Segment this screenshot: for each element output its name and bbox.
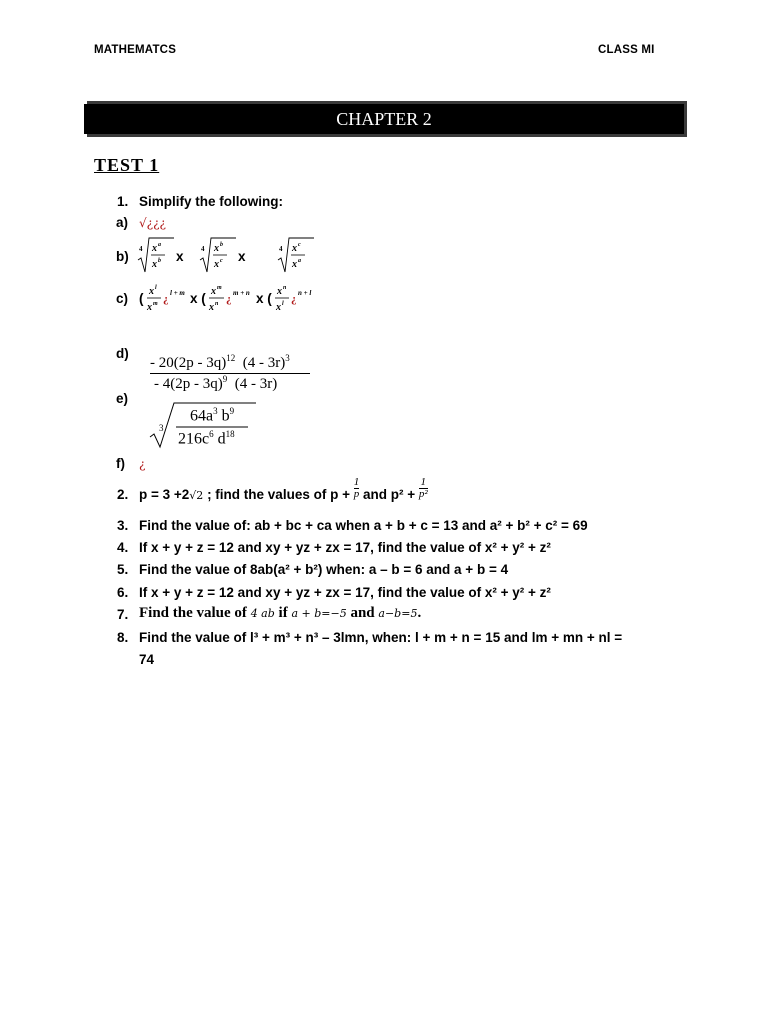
exponent: 3 — [285, 353, 290, 363]
text-part: . — [417, 605, 422, 621]
text-part: if — [274, 605, 292, 621]
exponent: 9 — [229, 406, 235, 416]
numerator-base: - 20(2p - 3q) — [150, 355, 227, 371]
text-part: ; find the values of p + — [203, 487, 354, 502]
fraction-one-over-p-squared — [419, 477, 428, 500]
question-number: 1. — [117, 194, 129, 209]
fraction-denominator: p — [353, 487, 360, 500]
svg-text:n: n — [215, 301, 219, 307]
svg-text:4: 4 — [139, 245, 143, 253]
svg-text:4: 4 — [279, 245, 283, 253]
question-text: Find the value of 8ab(a² + b²) when: a – b = 6 and a + b = 4 — [139, 562, 509, 577]
svg-text:4: 4 — [201, 245, 205, 253]
svg-text:x: x — [214, 243, 219, 254]
svg-text:¿: ¿ — [226, 293, 232, 305]
fraction-c2 — [207, 280, 257, 320]
question-text-line2: 74 — [139, 652, 155, 667]
item-label: d) — [116, 346, 129, 361]
text-part: Find the value of — [139, 605, 251, 621]
question-number: 7. — [117, 607, 129, 622]
question-number: 5. — [117, 562, 129, 577]
question-text: Simplify the following: — [139, 194, 283, 209]
header-subject: MATHEMATCS — [94, 44, 177, 56]
term: 216c — [178, 430, 210, 448]
text-part: and — [346, 605, 379, 621]
numerator-tail: (4 - 3r) — [242, 355, 286, 371]
svg-text:l: l — [282, 301, 284, 307]
radical-b2 — [198, 236, 238, 276]
svg-text:¿: ¿ — [291, 293, 297, 305]
math-expression: 4 ab — [250, 607, 275, 620]
fraction-c3 — [273, 280, 319, 320]
svg-text:b: b — [220, 242, 223, 248]
svg-text:x: x — [152, 243, 157, 254]
item-label: c) — [116, 291, 129, 306]
item-label: b) — [116, 249, 129, 264]
exponent: 6 — [209, 429, 214, 439]
question-text — [139, 475, 428, 502]
item-label: f) — [116, 456, 125, 471]
term: 64a — [190, 407, 214, 425]
fraction-numerator: 1 — [353, 475, 360, 488]
svg-text:l: l — [155, 285, 157, 291]
svg-text:a: a — [158, 242, 161, 248]
math-expression: a−b=5 — [378, 607, 418, 620]
question-number: 3. — [117, 518, 129, 533]
svg-text:c: c — [220, 258, 223, 264]
question-text-line1: Find the value of l³ + m³ + n³ – 3lmn, when: l + m + n = 15 and lm + mn + nl = — [139, 630, 623, 645]
svg-text:n: n — [283, 285, 287, 291]
svg-text:m: m — [217, 285, 222, 291]
term: d — [213, 430, 226, 448]
svg-text:x: x — [209, 302, 214, 313]
svg-text:x: x — [149, 286, 154, 297]
svg-text:l + m: l + m — [170, 289, 185, 297]
fraction-c1 — [145, 280, 191, 320]
exponent: 9 — [222, 374, 228, 384]
exponent: 18 — [225, 429, 235, 439]
svg-text:x: x — [276, 302, 281, 313]
question-number: 4. — [117, 540, 129, 555]
svg-text:x: x — [152, 259, 157, 270]
exponent: 12 — [226, 353, 236, 363]
svg-text:x: x — [292, 259, 297, 270]
question-text: If x + y + z = 12 and xy + yz + zx = 17, find the value of x² + y² + z² — [139, 540, 551, 555]
svg-text:c: c — [298, 242, 301, 248]
denominator-base: - 4(2p - 3q) — [154, 376, 223, 392]
question-text: Find the value of: ab + bc + ca when a + b + c = 13 and a² + b² + c² = 69 — [139, 518, 588, 533]
header-class: CLASS MI — [598, 44, 655, 56]
denominator-d — [150, 374, 310, 393]
numerator-d — [150, 353, 310, 374]
question-text — [139, 605, 421, 622]
svg-text:a: a — [298, 258, 301, 264]
text-part: and p² + — [359, 487, 419, 502]
times-paren: x ( — [190, 291, 206, 306]
item-expression: ¿ — [139, 457, 146, 471]
denominator-tail: (4 - 3r) — [234, 376, 278, 392]
fraction-numerator: 1 — [420, 475, 427, 488]
svg-text:x: x — [147, 302, 152, 313]
question-number: 6. — [117, 585, 129, 600]
svg-text:b: b — [158, 258, 161, 264]
fraction-denominator: p² — [418, 487, 428, 500]
svg-text:x: x — [277, 286, 282, 297]
denominator-e — [178, 429, 235, 448]
open-paren: ( — [139, 291, 144, 306]
svg-text:x: x — [214, 259, 219, 270]
times-paren: x ( — [256, 291, 272, 306]
item-label: a) — [116, 215, 129, 230]
item-expression: √¿¿¿ — [139, 216, 166, 230]
question-number: 2. — [117, 487, 129, 502]
times-sign: x — [238, 249, 246, 264]
term: b — [217, 407, 230, 425]
svg-text:n + l: n + l — [298, 289, 312, 297]
root-index: 3 — [159, 423, 164, 433]
exponent: 3 — [213, 406, 218, 416]
math-expression: a + b=−5 — [291, 607, 347, 620]
numerator-e — [190, 406, 234, 425]
svg-text:x: x — [292, 243, 297, 254]
item-label: e) — [116, 391, 129, 406]
radical-b1 — [136, 236, 176, 276]
svg-text:¿: ¿ — [163, 293, 169, 305]
radical-b3 — [276, 236, 316, 276]
svg-text:x: x — [211, 286, 216, 297]
root-two: √2 — [189, 489, 204, 502]
svg-text:m + n: m + n — [233, 289, 250, 297]
svg-text:m: m — [153, 301, 158, 307]
times-sign: x — [176, 249, 184, 264]
question-number: 8. — [117, 630, 129, 645]
test-title: TEST 1 — [94, 155, 160, 175]
text-part: p = 3 +2 — [139, 487, 190, 502]
question-text: If x + y + z = 12 and xy + yz + zx = 17, find the value of x² + y² + z² — [139, 585, 551, 600]
chapter-banner: CHAPTER 2 — [84, 104, 684, 134]
expression-d — [150, 353, 310, 393]
